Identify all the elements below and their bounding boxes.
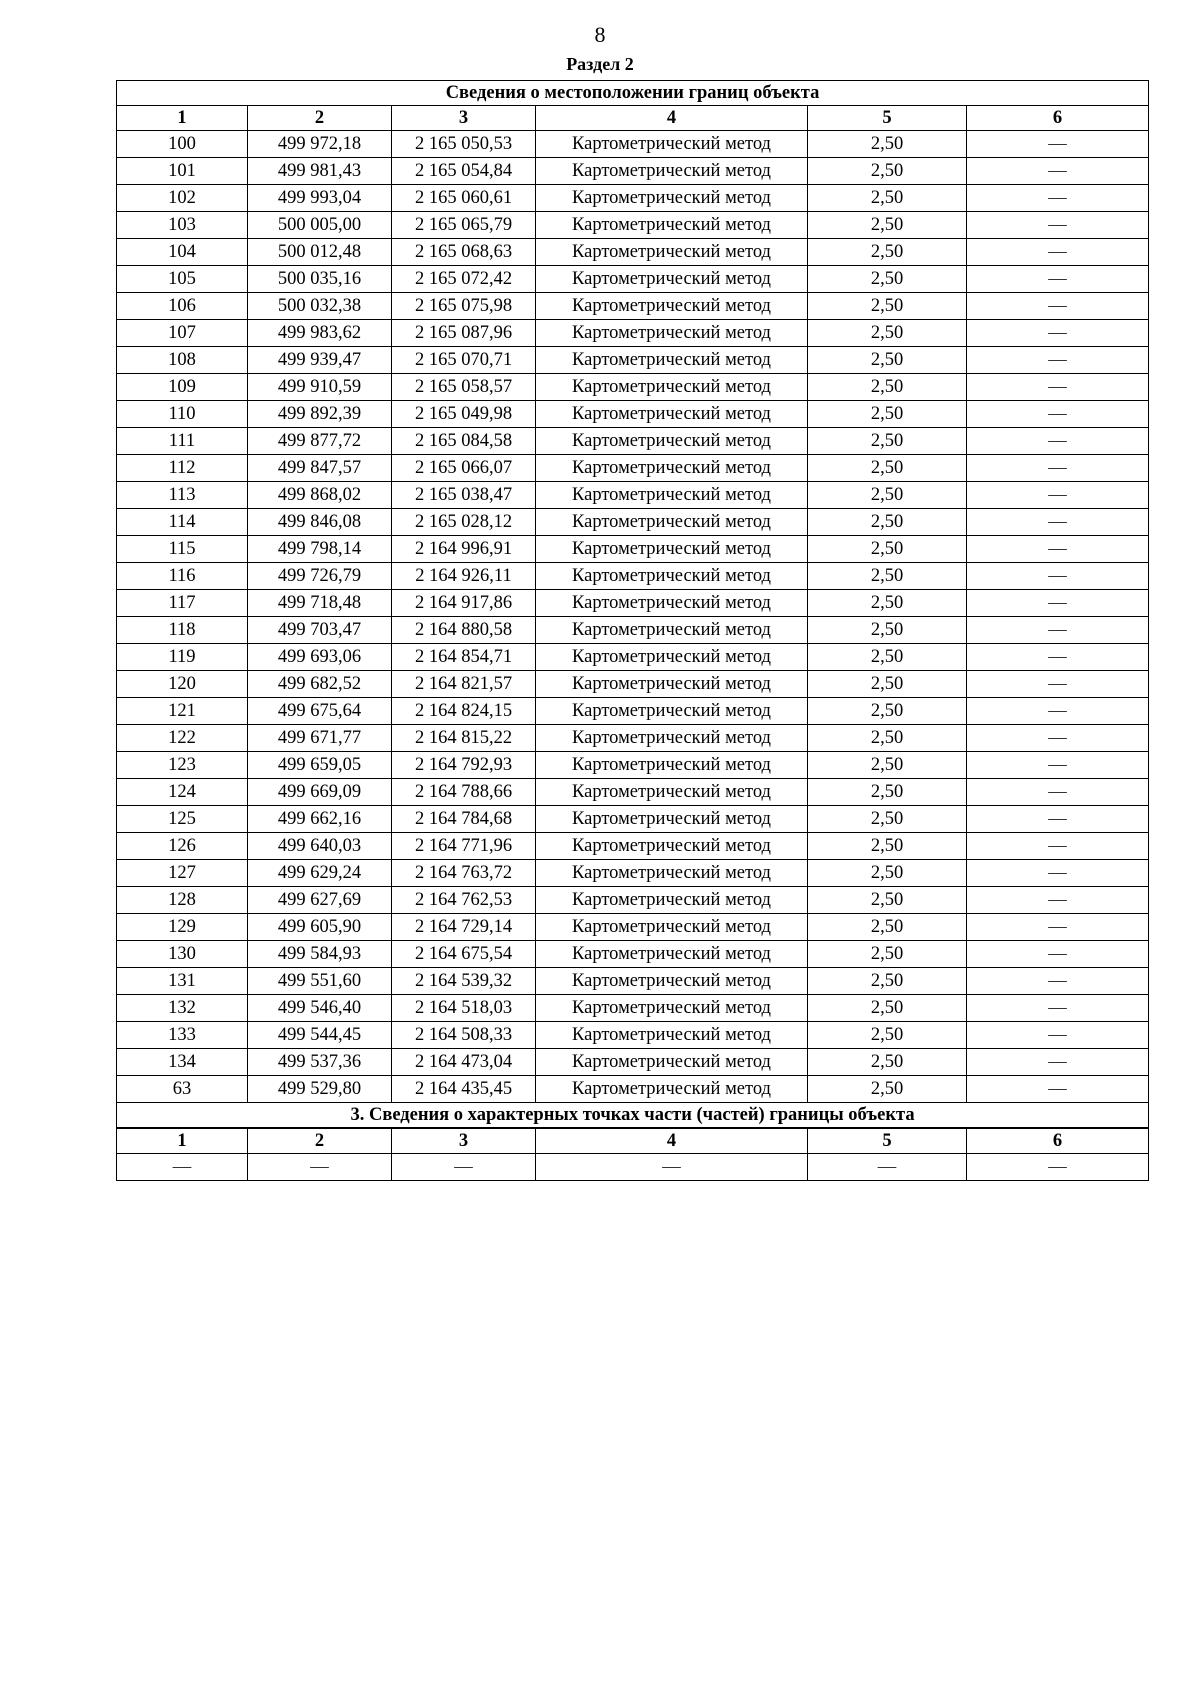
table-cell: 2,50 [808,347,967,374]
boundary-table-body [117,81,1149,1181]
table-cell: 2,50 [808,644,967,671]
table-cell: 2 165 050,53 [392,131,536,158]
table-cell: 499 529,80 [248,1076,392,1103]
table-row [117,860,1149,887]
table-cell: 2 164 792,93 [392,752,536,779]
table-cell: 499 544,45 [248,1022,392,1049]
table-cell: 499 629,24 [248,860,392,887]
table-cell: 499 726,79 [248,563,392,590]
table-row [117,617,1149,644]
table-cell: 2 164 788,66 [392,779,536,806]
table-row [117,671,1149,698]
table-cell: — [967,1154,1149,1181]
table-cell: Картометрический метод [536,806,808,833]
table-cell: 2,50 [808,293,967,320]
table-cell: 124 [117,779,248,806]
table-cell: 2 165 084,58 [392,428,536,455]
table-cell: — [967,455,1149,482]
table-cell: 112 [117,455,248,482]
table-row [117,725,1149,752]
table-cell: — [536,1154,808,1181]
table-cell: — [967,617,1149,644]
table-cell: 2,50 [808,941,967,968]
table-row [117,320,1149,347]
table-cell: 2,50 [808,1076,967,1103]
table-cell: 2,50 [808,833,967,860]
table-cell: 2,50 [808,698,967,725]
table-cell: 111 [117,428,248,455]
table-cell: 2 164 854,71 [392,644,536,671]
table-cell: 499 671,77 [248,725,392,752]
table-cell: 2 164 762,53 [392,887,536,914]
section-label: Раздел 2 [566,54,634,74]
table-row [117,212,1149,239]
table-cell: 114 [117,509,248,536]
table-cell: 499 584,93 [248,941,392,968]
table-row [117,401,1149,428]
table-cell: 2,50 [808,239,967,266]
table-cell: 499 551,60 [248,968,392,995]
table-cell: 499 798,14 [248,536,392,563]
table-cell: — [967,1022,1149,1049]
table-cell: 2 165 068,63 [392,239,536,266]
table-cell: 117 [117,590,248,617]
subsection-title-row [117,1103,1149,1129]
table-cell: Картометрический метод [536,590,808,617]
table-cell: 2,50 [808,806,967,833]
table-cell: Картометрический метод [536,401,808,428]
table-cell: 2 164 675,54 [392,941,536,968]
table-title: Сведения о местоположении границ объекта [117,81,1149,106]
table-cell: — [967,212,1149,239]
table-cell: — [967,266,1149,293]
table-cell: — [967,806,1149,833]
table-row [117,590,1149,617]
table-cell: Картометрический метод [536,860,808,887]
table-cell: Картометрический метод [536,725,808,752]
table-cell: — [967,914,1149,941]
table-cell: 499 846,08 [248,509,392,536]
table-cell: 499 981,43 [248,158,392,185]
table-cell: — [967,401,1149,428]
table-cell: Картометрический метод [536,779,808,806]
table-cell: — [967,536,1149,563]
table-cell: 499 546,40 [248,995,392,1022]
table-cell: Картометрический метод [536,428,808,455]
table-cell: 2 164 880,58 [392,617,536,644]
table-cell: 2 165 065,79 [392,212,536,239]
table-cell: 2 165 066,07 [392,455,536,482]
table-cell: — [967,131,1149,158]
table-row [117,698,1149,725]
table-cell: Картометрический метод [536,185,808,212]
table-cell: 499 537,36 [248,1049,392,1076]
table-cell: 2 164 508,33 [392,1022,536,1049]
table-cell: 2 164 763,72 [392,860,536,887]
table-cell: — [967,158,1149,185]
table-cell: Картометрический метод [536,941,808,968]
table-cell: 2,50 [808,590,967,617]
table-cell: 2,50 [808,1049,967,1076]
table-cell: 119 [117,644,248,671]
table-row [117,239,1149,266]
table-cell: 126 [117,833,248,860]
column-header: 5 [808,1128,967,1154]
table-cell: — [967,752,1149,779]
table-cell: 499 669,09 [248,779,392,806]
table-cell: 2 165 072,42 [392,266,536,293]
table-cell: Картометрический метод [536,158,808,185]
table-cell: 499 662,16 [248,806,392,833]
table-cell: 63 [117,1076,248,1103]
table-cell: — [808,1154,967,1181]
table-cell: 2,50 [808,455,967,482]
table-cell: — [967,644,1149,671]
table-cell: — [967,347,1149,374]
table-cell: 2,50 [808,860,967,887]
table-cell: Картометрический метод [536,1049,808,1076]
table-cell: — [967,968,1149,995]
table-cell: 2,50 [808,536,967,563]
table-cell: 2,50 [808,482,967,509]
table-cell: — [967,887,1149,914]
table-cell: 106 [117,293,248,320]
table-cell: 2 164 824,15 [392,698,536,725]
table-cell: — [967,590,1149,617]
table-cell: 2 164 518,03 [392,995,536,1022]
table-cell: 500 012,48 [248,239,392,266]
table-cell: 101 [117,158,248,185]
column-header: 3 [392,106,536,131]
table-cell: Картометрический метод [536,482,808,509]
table-cell: 2 165 058,57 [392,374,536,401]
table-cell: — [967,428,1149,455]
table-cell: 125 [117,806,248,833]
table-cell: Картометрический метод [536,239,808,266]
column-header: 4 [536,106,808,131]
table-cell: 2 164 473,04 [392,1049,536,1076]
table-cell: 2,50 [808,563,967,590]
table-cell: Картометрический метод [536,320,808,347]
table-row [117,644,1149,671]
table-cell: 2,50 [808,995,967,1022]
table-cell: Картометрический метод [536,1022,808,1049]
column-header: 6 [967,1128,1149,1154]
table-row [117,887,1149,914]
table-cell: Картометрический метод [536,212,808,239]
table-cell: — [967,482,1149,509]
table-row [117,995,1149,1022]
table-row [117,779,1149,806]
table-cell: Картометрический метод [536,698,808,725]
table-cell: — [117,1154,248,1181]
table-cell: Картометрический метод [536,968,808,995]
table-cell: 499 972,18 [248,131,392,158]
table-cell: Картометрический метод [536,995,808,1022]
table-cell: 102 [117,185,248,212]
table-row [117,185,1149,212]
table-cell: — [967,509,1149,536]
table-cell: — [248,1154,392,1181]
table-cell: — [392,1154,536,1181]
table-cell: 121 [117,698,248,725]
table-cell: Картометрический метод [536,536,808,563]
table-cell: 110 [117,401,248,428]
table-cell: 2 164 539,32 [392,968,536,995]
table-row [117,482,1149,509]
table-cell: 118 [117,617,248,644]
table-cell: — [967,563,1149,590]
table-row [117,914,1149,941]
table-cell: 122 [117,725,248,752]
table-cell: Картометрический метод [536,617,808,644]
table-row [117,752,1149,779]
table-cell: 128 [117,887,248,914]
table-cell: 499 703,47 [248,617,392,644]
column-header: 5 [808,106,967,131]
table-row [117,536,1149,563]
table-cell: 2 164 729,14 [392,914,536,941]
table-cell: 2,50 [808,320,967,347]
table-cell: 2 164 784,68 [392,806,536,833]
table-row [117,833,1149,860]
table-cell: — [967,941,1149,968]
subsection-title: 3. Сведения о характерных точках части (частей) границы объекта [117,1103,1149,1129]
column-header-row [117,106,1149,131]
table-cell: 2,50 [808,752,967,779]
table-row [117,131,1149,158]
table-cell: 123 [117,752,248,779]
table-cell: 499 693,06 [248,644,392,671]
table-cell: 2,50 [808,401,967,428]
table-cell: 2,50 [808,428,967,455]
table-row [117,428,1149,455]
table-cell: 129 [117,914,248,941]
table-cell: — [967,995,1149,1022]
table-cell: 499 675,64 [248,698,392,725]
table-row [117,968,1149,995]
table-cell: 2 164 771,96 [392,833,536,860]
table-cell: 499 682,52 [248,671,392,698]
table-cell: 2,50 [808,671,967,698]
table-cell: — [967,725,1149,752]
table-cell: 499 627,69 [248,887,392,914]
table-cell: 500 035,16 [248,266,392,293]
table-cell: 2,50 [808,158,967,185]
table-cell: — [967,1049,1149,1076]
table-cell: Картометрический метод [536,455,808,482]
table-cell: — [967,779,1149,806]
table-cell: — [967,185,1149,212]
table-cell: Картометрический метод [536,644,808,671]
table-cell: 2,50 [808,374,967,401]
table-cell: Картометрический метод [536,347,808,374]
boundary-table [116,80,1149,1181]
table-cell: 105 [117,266,248,293]
table-cell: Картометрический метод [536,671,808,698]
table-row [117,374,1149,401]
table-row [117,806,1149,833]
table-cell: Картометрический метод [536,1076,808,1103]
table-row [117,941,1149,968]
table-cell: — [967,374,1149,401]
table-cell: 499 718,48 [248,590,392,617]
table-cell: 499 640,03 [248,833,392,860]
table-cell: — [967,860,1149,887]
table-row [117,347,1149,374]
table-cell: 130 [117,941,248,968]
table-cell: 115 [117,536,248,563]
table-cell: — [967,293,1149,320]
subsection-row [117,1154,1149,1181]
table-cell: 2 165 028,12 [392,509,536,536]
table-cell: 2 165 038,47 [392,482,536,509]
table-cell: 100 [117,131,248,158]
table-cell: 103 [117,212,248,239]
table-cell: 131 [117,968,248,995]
table-row [117,1049,1149,1076]
table-cell: 2 165 060,61 [392,185,536,212]
table-cell: Картометрический метод [536,914,808,941]
table-cell: 499 939,47 [248,347,392,374]
table-cell: 2,50 [808,185,967,212]
table-row [117,1022,1149,1049]
subsection-column-header-row [117,1128,1149,1154]
table-cell: 2,50 [808,1022,967,1049]
table-cell: 2,50 [808,617,967,644]
table-cell: Картометрический метод [536,509,808,536]
table-cell: 104 [117,239,248,266]
table-cell: — [967,833,1149,860]
column-header: 1 [117,106,248,131]
table-cell: 2 165 049,98 [392,401,536,428]
table-cell: 2 164 821,57 [392,671,536,698]
table-row [117,563,1149,590]
table-cell: Картометрический метод [536,563,808,590]
table-cell: 499 993,04 [248,185,392,212]
table-cell: 2 164 435,45 [392,1076,536,1103]
table-cell: 2,50 [808,887,967,914]
table-cell: 2,50 [808,509,967,536]
table-row [117,509,1149,536]
column-header: 4 [536,1128,808,1154]
table-cell: 499 910,59 [248,374,392,401]
table-row [117,158,1149,185]
table-cell: 499 868,02 [248,482,392,509]
column-header: 3 [392,1128,536,1154]
table-cell: 2,50 [808,131,967,158]
table-cell: 2 164 926,11 [392,563,536,590]
table-cell: 132 [117,995,248,1022]
table-cell: 499 983,62 [248,320,392,347]
table-cell: 120 [117,671,248,698]
table-cell: Картометрический метод [536,131,808,158]
column-header: 6 [967,106,1149,131]
table-cell: 116 [117,563,248,590]
table-row [117,455,1149,482]
table-cell: 499 847,57 [248,455,392,482]
table-cell: 500 032,38 [248,293,392,320]
table-cell: 2 165 087,96 [392,320,536,347]
table-cell: Картометрический метод [536,887,808,914]
column-header: 2 [248,1128,392,1154]
table-cell: Картометрический метод [536,293,808,320]
table-cell: — [967,698,1149,725]
table-cell: 2,50 [808,914,967,941]
table-cell: 2,50 [808,968,967,995]
table-row [117,266,1149,293]
table-cell: 2 164 996,91 [392,536,536,563]
table-cell: 113 [117,482,248,509]
table-cell: 2 164 917,86 [392,590,536,617]
table-cell: 2 165 054,84 [392,158,536,185]
page-number: 8 [594,22,606,47]
table-cell: 499 877,72 [248,428,392,455]
table-cell: Картометрический метод [536,266,808,293]
table-cell: 109 [117,374,248,401]
table-cell: — [967,239,1149,266]
table-cell: — [967,671,1149,698]
table-cell: 2 165 070,71 [392,347,536,374]
table-cell: 499 892,39 [248,401,392,428]
table-cell: 500 005,00 [248,212,392,239]
table-cell: 2,50 [808,266,967,293]
table-cell: 107 [117,320,248,347]
table-row [117,293,1149,320]
table-cell: Картометрический метод [536,752,808,779]
table-cell: Картометрический метод [536,374,808,401]
column-header: 1 [117,1128,248,1154]
table-cell: 499 659,05 [248,752,392,779]
table-cell: 2 165 075,98 [392,293,536,320]
table-cell: — [967,320,1149,347]
table-cell: 2 164 815,22 [392,725,536,752]
table-cell: 127 [117,860,248,887]
table-cell: 2,50 [808,212,967,239]
table-cell: Картометрический метод [536,833,808,860]
table-cell: 134 [117,1049,248,1076]
table-cell: 2,50 [808,725,967,752]
table-cell: 108 [117,347,248,374]
column-header: 2 [248,106,392,131]
table-cell: 2,50 [808,779,967,806]
table-cell: 499 605,90 [248,914,392,941]
table-title-row [117,81,1149,106]
table-row [117,1076,1149,1103]
table-cell: 133 [117,1022,248,1049]
table-cell: — [967,1076,1149,1103]
